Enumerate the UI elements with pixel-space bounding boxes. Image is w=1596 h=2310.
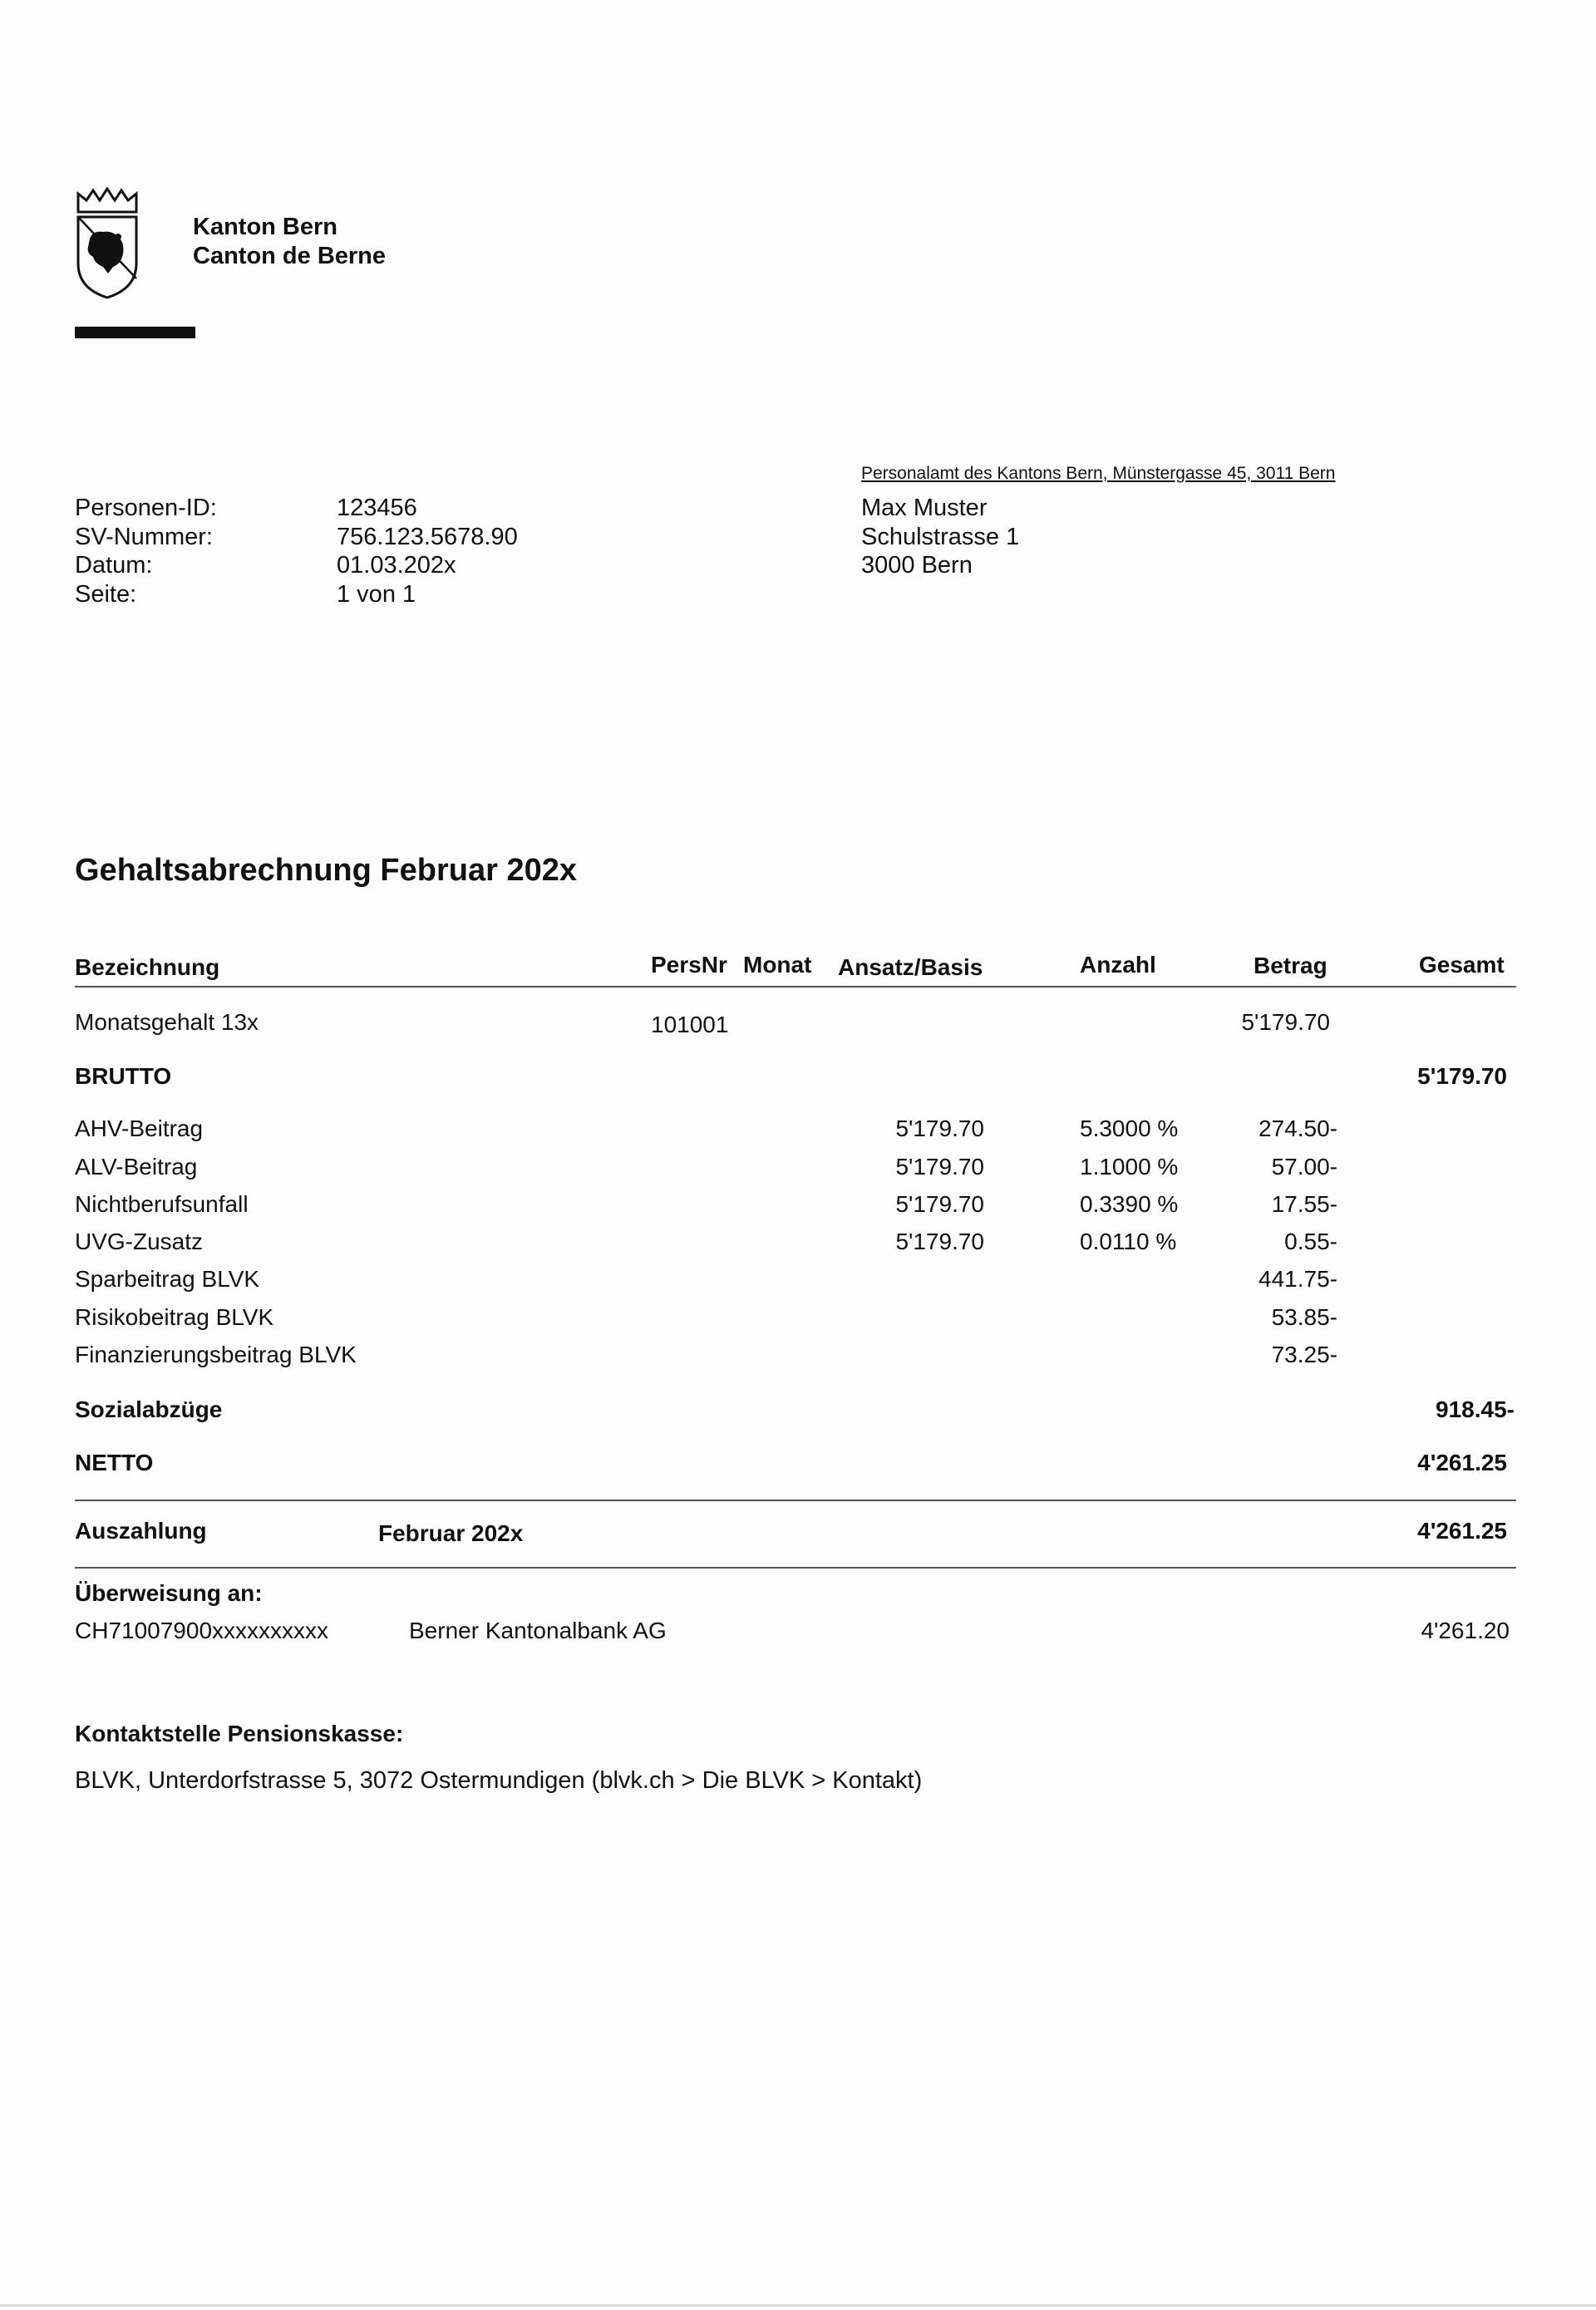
meta-label-personen-id: Personen-ID: [75, 495, 217, 521]
deduction-betrag: 57.00- [1271, 1154, 1337, 1180]
deduction-betrag: 17.55- [1271, 1191, 1337, 1217]
sozialabzuege-label: Sozialabzüge [75, 1396, 223, 1422]
salary-persnr: 101001 [651, 1012, 729, 1037]
transfer-bank: Berner Kantonalbank AG [409, 1618, 667, 1643]
meta-label-seite: Seite: [75, 581, 137, 608]
brutto-label: BRUTTO [75, 1063, 172, 1089]
deduction-basis: 5'179.70 [895, 1229, 984, 1254]
meta-value-sv-nummer: 756.123.5678.90 [337, 524, 518, 550]
meta-label-sv-nummer: SV-Nummer: [75, 524, 213, 550]
deduction-label: UVG-Zusatz [75, 1229, 204, 1254]
deduction-betrag: 73.25- [1271, 1342, 1337, 1367]
recipient-city: 3000 Bern [861, 552, 973, 579]
deduction-betrag: 0.55- [1284, 1229, 1337, 1254]
col-header-betrag: Betrag [1254, 953, 1328, 978]
meta-value-seite: 1 von 1 [337, 581, 416, 608]
deduction-betrag: 53.85- [1271, 1304, 1337, 1330]
col-header-persnr: PersNr [651, 952, 727, 978]
deduction-anzahl: 0.0110 % [1080, 1229, 1177, 1254]
deduction-anzahl: 5.3000 % [1080, 1116, 1179, 1141]
header-rule [75, 327, 195, 338]
col-header-ansatz: Ansatz/Basis [838, 954, 983, 980]
deduction-betrag: 274.50- [1259, 1116, 1337, 1141]
coat-of-arms-logo [75, 187, 140, 299]
deduction-basis: 5'179.70 [895, 1116, 984, 1141]
netto-rule [75, 1500, 1516, 1501]
deduction-label: Finanzierungsbeitrag BLVK [75, 1342, 357, 1367]
auszahlung-rule [75, 1567, 1516, 1569]
netto-gesamt: 4'261.25 [1417, 1450, 1507, 1475]
col-header-monat: Monat [743, 952, 812, 978]
org-name-de: Kanton Bern [193, 214, 337, 240]
meta-value-personen-id: 123456 [337, 495, 417, 521]
bern-coat-of-arms-icon [75, 187, 140, 299]
col-header-gesamt: Gesamt [1419, 952, 1505, 978]
salary-label: Monatsgehalt 13x [75, 1009, 259, 1035]
recipient-street: Schulstrasse 1 [861, 524, 1020, 550]
recipient-name: Max Muster [861, 495, 988, 521]
page-title: Gehaltsabrechnung Februar 202x [75, 853, 577, 888]
transfer-heading: Überweisung an: [75, 1580, 263, 1606]
contact-text: BLVK, Unterdorfstrasse 5, 3072 Ostermundigen (blvk.ch > Die BLVK > Kontakt) [75, 1767, 923, 1794]
deduction-label: Sparbeitrag BLVK [75, 1266, 260, 1292]
table-header-rule [75, 986, 1516, 988]
deduction-label: ALV-Beitrag [75, 1154, 198, 1180]
org-name-fr: Canton de Berne [193, 243, 387, 269]
netto-label: NETTO [75, 1450, 154, 1475]
deduction-label: Nichtberufsunfall [75, 1191, 249, 1217]
meta-label-datum: Datum: [75, 552, 153, 579]
deduction-basis: 5'179.70 [895, 1154, 984, 1180]
meta-value-datum: 01.03.202x [337, 552, 456, 579]
deduction-anzahl: 0.3390 % [1080, 1191, 1179, 1217]
deduction-betrag: 441.75- [1259, 1266, 1337, 1292]
transfer-amount: 4'261.20 [1421, 1618, 1510, 1643]
deduction-label: Risikobeitrag BLVK [75, 1304, 274, 1330]
auszahlung-gesamt: 4'261.25 [1417, 1518, 1507, 1544]
salary-betrag: 5'179.70 [1241, 1009, 1330, 1035]
deduction-anzahl: 1.1000 % [1080, 1154, 1179, 1180]
sozialabzuege-gesamt: 918.45- [1436, 1396, 1515, 1422]
auszahlung-label: Auszahlung [75, 1518, 207, 1544]
transfer-iban: CH71007900xxxxxxxxxx [75, 1618, 329, 1643]
deduction-basis: 5'179.70 [895, 1191, 984, 1217]
deduction-label: AHV-Beitrag [75, 1116, 204, 1141]
page-bottom-border [0, 2304, 1596, 2307]
brutto-gesamt: 5'179.70 [1417, 1063, 1507, 1089]
col-header-bezeichnung: Bezeichnung [75, 954, 220, 980]
auszahlung-period: Februar 202x [378, 1520, 524, 1546]
contact-heading: Kontaktstelle Pensionskasse: [75, 1721, 404, 1746]
sender-line: Personalamt des Kantons Bern, Münstergasse 45, 3011 Bern [861, 464, 1336, 483]
col-header-anzahl: Anzahl [1080, 952, 1156, 978]
